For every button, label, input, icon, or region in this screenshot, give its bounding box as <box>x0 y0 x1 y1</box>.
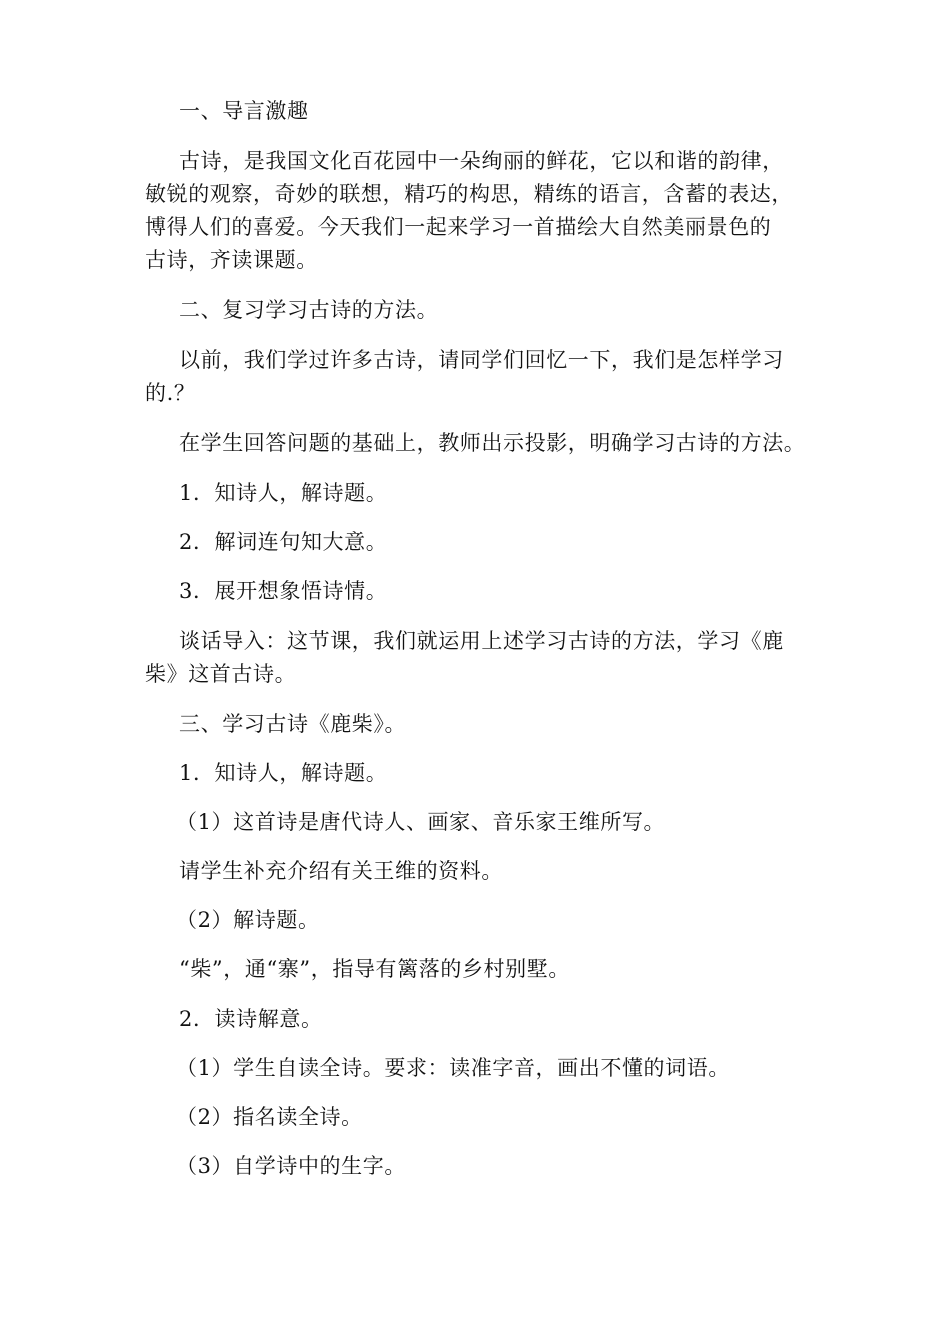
section-heading-2: 二、复习学习古诗的方法。 <box>179 298 439 322</box>
paragraph-line: 古诗，是我国文化百花园中一朵绚丽的鲜花，它以和谐的韵律， <box>179 149 784 173</box>
paragraph-line: 敏锐的观察，奇妙的联想，精巧的构思，精练的语言，含蓄的表达， <box>145 182 793 206</box>
paragraph-line: 博得人们的喜爱。今天我们一起来学习一首描绘大自然美丽景色的 <box>145 215 772 239</box>
list-item: 1．知诗人，解诗题。 <box>179 481 388 505</box>
section-heading-3: 三、学习古诗《鹿柴》。 <box>179 712 407 736</box>
list-item: 3．展开想象悟诗情。 <box>179 579 388 603</box>
list-item: （1）这首诗是唐代诗人、画家、音乐家王维所写。 <box>176 810 666 834</box>
paragraph-line: 以前，我们学过许多古诗，请同学们回忆一下，我们是怎样学习 <box>179 348 784 372</box>
paragraph-line: 的.？ <box>145 381 196 405</box>
list-item: （3）自学诗中的生字。 <box>176 1154 406 1178</box>
paragraph-line: 在学生回答问题的基础上，教师出示投影，明确学习古诗的方法。 <box>179 431 806 455</box>
paragraph-line: 谈话导入：这节课，我们就运用上述学习古诗的方法，学习《鹿 <box>179 629 784 653</box>
paragraph-line: “柴”，通“寨”，指导有篱落的乡村别墅。 <box>179 957 570 981</box>
paragraph-line: 请学生补充介绍有关王维的资料。 <box>179 859 503 883</box>
section-heading-1: 一、导言激趣 <box>179 99 309 123</box>
paragraph-line: 柴》这首古诗。 <box>145 662 297 686</box>
list-item: （1）学生自读全诗。要求：读准字音，画出不懂的词语。 <box>176 1056 730 1080</box>
list-item: 2．读诗解意。 <box>179 1007 323 1031</box>
list-item: （2）解诗题。 <box>176 908 320 932</box>
list-item: 2．解词连句知大意。 <box>179 530 388 554</box>
list-item: 1．知诗人，解诗题。 <box>179 761 388 785</box>
list-item: （2）指名读全诗。 <box>176 1105 363 1129</box>
paragraph-line: 古诗，齐读课题。 <box>145 248 318 272</box>
